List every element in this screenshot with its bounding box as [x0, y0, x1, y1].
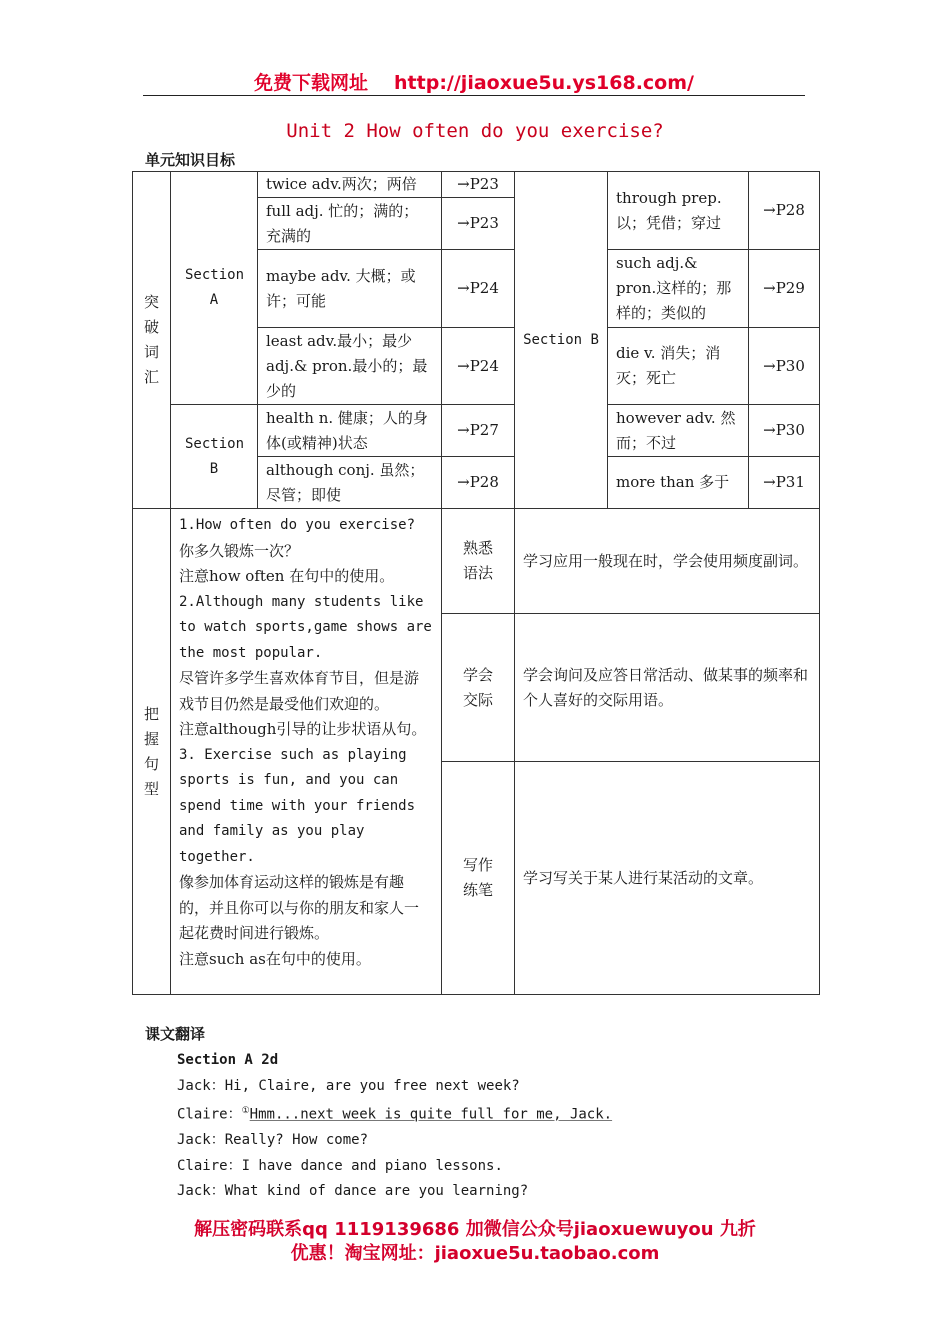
- goal-label: [442, 762, 515, 995]
- utterance: I have dance and piano lessons.: [241, 1157, 503, 1174]
- pattern-group-text: 把握句型: [144, 704, 160, 798]
- utterance: Hmm...next week is quite full for me, Jack.: [249, 1106, 613, 1123]
- goal-label-text: 熟悉语法: [463, 539, 494, 582]
- speaker: Claire: [177, 1157, 228, 1174]
- dialog-line: Jack：What kind of dance are you learning?: [177, 1183, 529, 1200]
- goal-label: [442, 614, 515, 762]
- vocab-word: although conj. 虽然；尽管；即使: [258, 457, 442, 509]
- vocab-word: such adj.& pron.这样的；那样的；类似的: [608, 250, 749, 328]
- section-b-label-left: Section B: [171, 405, 258, 509]
- download-header: [143, 68, 805, 95]
- section-a-label: Section A: [171, 172, 258, 405]
- vocab-word: through prep. 以；凭借；穿过: [608, 172, 749, 250]
- vocab-word: however adv. 然而；不过: [608, 405, 749, 457]
- vocab-page-ref: →P30: [749, 405, 820, 457]
- dialog-block: [177, 1048, 612, 1205]
- sentence-zh: 像参加体育运动这样的锻炼是有趣的，并且你可以与你的朋友和家人一起花费时间进行锻炼。: [179, 873, 420, 942]
- sentence-note: 注意such as在句中的使用。: [179, 949, 371, 968]
- sentence-en: 3. Exercise such as playing sports is fun, and you can spend time with your friends and family as you play together.: [179, 746, 416, 865]
- knowledge-table: [132, 171, 820, 995]
- unit-title: Unit 2 How often do you exercise?: [286, 120, 664, 142]
- translation-heading: 课文翻译: [145, 1025, 206, 1043]
- goal-label-text: 写作练笔: [463, 856, 494, 899]
- dialog-line: Claire：①Hmm...next week is quite full for me, Jack.: [177, 1106, 613, 1123]
- promo-line: 优惠！淘宝网址：jiaoxue5u.taobao.com: [290, 1243, 660, 1264]
- sentence-zh: 尽管许多学生喜欢体育节目，但是游戏节目仍然是最受他们欢迎的。: [179, 669, 420, 713]
- dialog-line: Jack：Hi, Claire, are you free next week?: [177, 1077, 520, 1094]
- section-b-label-right: Section B: [515, 172, 608, 509]
- vocab-page-ref: →P28: [442, 457, 515, 509]
- sentence-patterns: [171, 509, 442, 995]
- vocab-page-ref: →P23: [442, 198, 515, 250]
- download-url-link[interactable]: http://jiaoxue5u.ys168.com/: [394, 72, 694, 94]
- goal-label: [442, 509, 515, 614]
- sentence-en: 2.Although many students like to watch sports,game shows are the most popular.: [179, 593, 432, 661]
- speaker: Jack: [177, 1132, 211, 1149]
- promo-line: 解压密码联系qq 1119139686 加微信公众号jiaoxuewuyou 九折: [194, 1219, 756, 1240]
- dialog-line: Claire：I have dance and piano lessons.: [177, 1157, 503, 1174]
- utterance: What kind of dance are you learning?: [224, 1183, 529, 1200]
- utterance: Really? How come?: [224, 1132, 369, 1149]
- goal-text: 学习应用一般现在时，学会使用频度副词。: [515, 509, 820, 614]
- vocab-page-ref: →P24: [442, 250, 515, 328]
- vocab-word: full adj. 忙的；满的；充满的: [258, 198, 442, 250]
- goal-text: 学会询问及应答日常活动、做某事的频率和个人喜好的交际用语。: [515, 614, 820, 762]
- vocab-page-ref: →P27: [442, 405, 515, 457]
- dialog-section-title: Section A 2d: [177, 1052, 279, 1068]
- vocab-group-label: [133, 172, 171, 509]
- vocab-word: die v. 消失；消灭；死亡: [608, 328, 749, 405]
- vocab-page-ref: →P24: [442, 328, 515, 405]
- promo-footer: [130, 1218, 820, 1266]
- vocab-page-ref: →P31: [749, 457, 820, 509]
- vocab-word: maybe adv. 大概；或许；可能: [258, 250, 442, 328]
- vocab-word: more than 多于: [608, 457, 749, 509]
- sentence-note: 注意although引导的让步状语从句。: [179, 720, 427, 738]
- vocab-word: least adv.最小；最少 adj.& pron.最小的；最少的: [258, 328, 442, 405]
- sentence-zh: 你多久锻炼一次？: [179, 541, 300, 560]
- dialog-line: Jack：Really? How come?: [177, 1132, 369, 1149]
- sentence-note: 注意how often 在句中的使用。: [179, 567, 395, 585]
- note-marker: ①: [241, 1106, 250, 1116]
- goal-text: 学习写关于某人进行某活动的文章。: [515, 762, 820, 995]
- vocab-page-ref: →P23: [442, 172, 515, 198]
- sentence-en: 1.How often do you exercise?: [179, 517, 416, 533]
- speaker: Jack: [177, 1183, 211, 1200]
- vocab-page-ref: →P30: [749, 328, 820, 405]
- vocab-word: health n. 健康；人的身体(或精神)状态: [258, 405, 442, 457]
- goal-label-text: 学会交际: [463, 665, 494, 709]
- vocab-page-ref: →P29: [749, 250, 820, 328]
- speaker: Claire: [177, 1106, 228, 1123]
- speaker: Jack: [177, 1077, 211, 1094]
- pattern-group-label: [133, 509, 171, 995]
- vocab-group-text: 突破词汇: [144, 293, 160, 386]
- goal-heading: 单元知识目标: [145, 151, 236, 169]
- download-label: 免费下载网址: [254, 72, 369, 94]
- utterance: Hi, Claire, are you free next week?: [224, 1077, 520, 1094]
- header-divider: [143, 95, 805, 96]
- vocab-word: twice adv.两次；两倍: [258, 172, 442, 198]
- vocab-page-ref: →P28: [749, 172, 820, 250]
